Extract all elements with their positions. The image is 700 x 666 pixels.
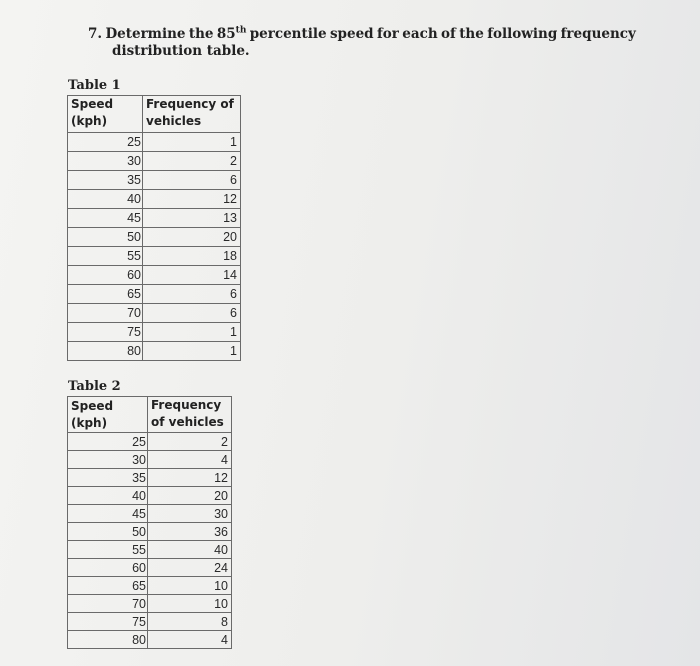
frequency-cell: 2 <box>148 433 232 451</box>
question-word: the <box>188 26 214 42</box>
question-word: frequency <box>560 26 636 42</box>
table-row <box>68 190 241 209</box>
question-line-1 <box>88 26 636 43</box>
speed-cell: 40 <box>68 487 148 505</box>
table-row <box>68 613 232 631</box>
frequency-cell: 1 <box>143 342 241 361</box>
frequency-cell: 1 <box>143 323 241 342</box>
table2-header-frequency <box>148 397 232 433</box>
question-word: Determine <box>105 26 186 42</box>
table-row <box>68 342 241 361</box>
table2-header-text: of vehicles <box>151 415 224 429</box>
table-row <box>68 433 232 451</box>
question-word: following <box>487 26 558 42</box>
frequency-cell: 6 <box>143 304 241 323</box>
speed-cell: 80 <box>68 631 148 649</box>
table1-header-text: (kph) <box>71 114 108 128</box>
frequency-cell: 10 <box>148 577 232 595</box>
speed-cell: 55 <box>68 247 143 266</box>
speed-cell: 60 <box>68 266 143 285</box>
speed-cell: 80 <box>68 342 143 361</box>
table1-caption: Table 1 <box>68 78 121 93</box>
speed-cell: 60 <box>68 559 148 577</box>
table-row <box>68 523 232 541</box>
table2-header-text: Speed (kph) <box>71 398 114 430</box>
speed-cell: 25 <box>68 133 143 152</box>
table-row <box>68 266 241 285</box>
table1 <box>67 95 241 361</box>
frequency-cell: 24 <box>148 559 232 577</box>
table1-header-text: Frequency of <box>146 97 234 111</box>
table-row <box>68 323 241 342</box>
table-row <box>68 541 232 559</box>
frequency-cell: 12 <box>148 469 232 487</box>
superscript-th: th <box>235 25 247 36</box>
table1-header-speed <box>68 96 143 133</box>
speed-cell: 40 <box>68 190 143 209</box>
question-word: each <box>402 26 438 42</box>
frequency-cell: 1 <box>143 133 241 152</box>
frequency-cell: 30 <box>148 505 232 523</box>
speed-cell: 25 <box>68 433 148 451</box>
speed-cell: 50 <box>68 228 143 247</box>
speed-cell: 30 <box>68 152 143 171</box>
table-row <box>68 577 232 595</box>
table1-header-row <box>68 96 241 133</box>
question-word: the <box>459 26 484 42</box>
speed-cell: 75 <box>68 613 148 631</box>
table-row <box>68 505 232 523</box>
table-row <box>68 228 241 247</box>
speed-cell: 45 <box>68 505 148 523</box>
speed-cell: 65 <box>68 285 143 304</box>
speed-cell: 50 <box>68 523 148 541</box>
table1-header-frequency <box>143 96 241 133</box>
table2-header-row <box>68 397 232 433</box>
table-row <box>68 171 241 190</box>
table-row <box>68 285 241 304</box>
frequency-cell: 12 <box>143 190 241 209</box>
speed-cell: 70 <box>68 304 143 323</box>
table-row <box>68 152 241 171</box>
table-row <box>68 209 241 228</box>
table2-caption: Table 2 <box>68 379 121 394</box>
frequency-cell: 10 <box>148 595 232 613</box>
speed-cell: 35 <box>68 469 148 487</box>
speed-cell: 75 <box>68 323 143 342</box>
question-word: percentile <box>249 26 327 42</box>
table2-header-speed <box>68 397 148 433</box>
frequency-cell: 6 <box>143 171 241 190</box>
table-row <box>68 133 241 152</box>
frequency-cell: 13 <box>143 209 241 228</box>
frequency-cell: 20 <box>148 487 232 505</box>
frequency-cell: 4 <box>148 631 232 649</box>
table2 <box>67 396 232 649</box>
question-line-2: distribution table. <box>112 43 250 59</box>
table-row <box>68 559 232 577</box>
question-word: of <box>441 26 456 42</box>
table1-header-text: vehicles <box>146 114 202 128</box>
table-row <box>68 631 232 649</box>
table1-header-text: Speed <box>71 97 114 111</box>
question-number: 7. <box>88 26 103 42</box>
table-row <box>68 595 232 613</box>
table2-header-text: Frequency <box>151 398 222 412</box>
frequency-cell: 2 <box>143 152 241 171</box>
table-row <box>68 451 232 469</box>
speed-cell: 65 <box>68 577 148 595</box>
frequency-cell: 8 <box>148 613 232 631</box>
frequency-cell: 4 <box>148 451 232 469</box>
speed-cell: 45 <box>68 209 143 228</box>
speed-cell: 55 <box>68 541 148 559</box>
question-word: speed <box>329 26 374 42</box>
frequency-cell: 18 <box>143 247 241 266</box>
table-row <box>68 469 232 487</box>
frequency-cell: 14 <box>143 266 241 285</box>
speed-cell: 70 <box>68 595 148 613</box>
question-percentile-number: 85th <box>216 25 247 42</box>
question-text <box>88 26 636 60</box>
speed-cell: 30 <box>68 451 148 469</box>
table-row <box>68 487 232 505</box>
frequency-cell: 40 <box>148 541 232 559</box>
question-word: for <box>376 26 399 42</box>
speed-cell: 35 <box>68 171 143 190</box>
frequency-cell: 20 <box>143 228 241 247</box>
frequency-cell: 6 <box>143 285 241 304</box>
table-row <box>68 304 241 323</box>
table-row <box>68 247 241 266</box>
frequency-cell: 36 <box>148 523 232 541</box>
